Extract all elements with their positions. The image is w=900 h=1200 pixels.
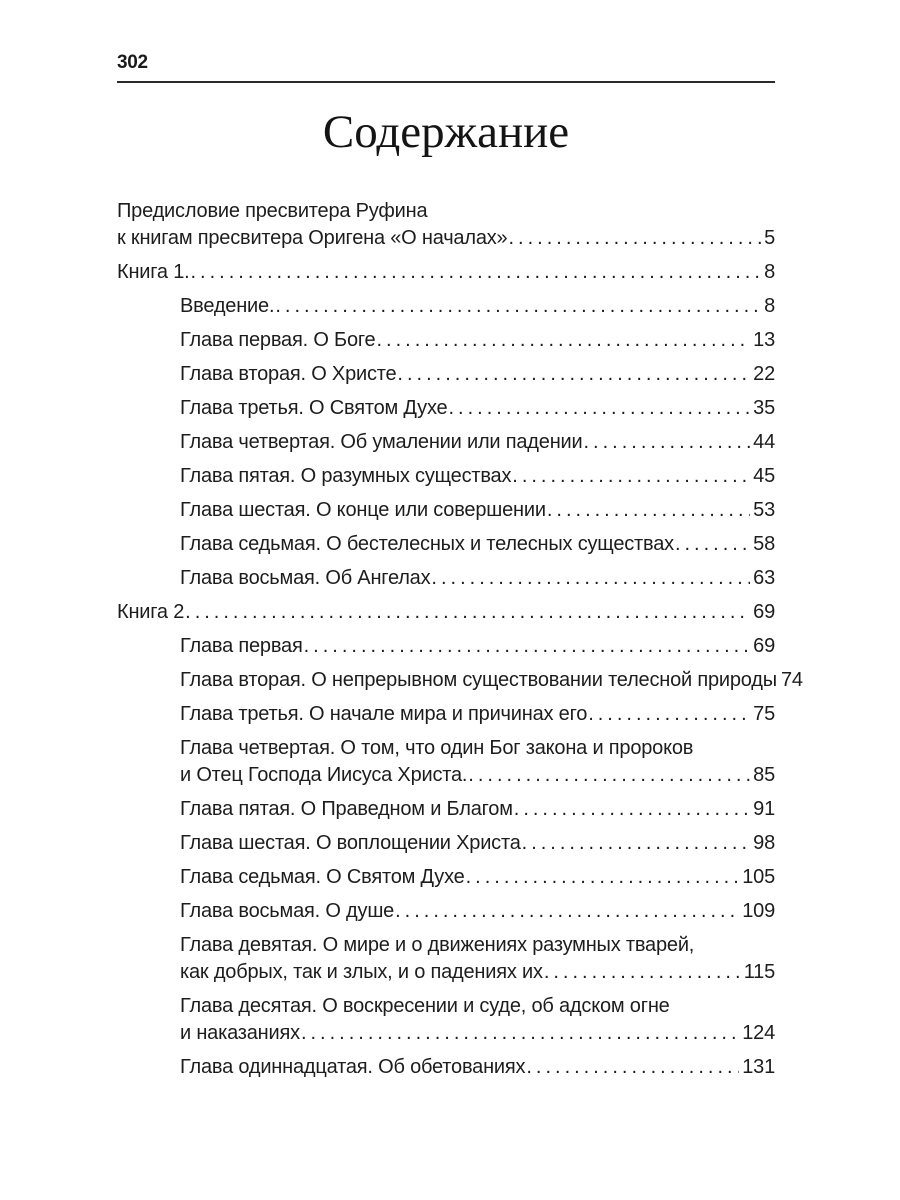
leader-dots [190, 259, 761, 286]
toc-page-number: 124 [742, 1022, 775, 1044]
toc-line [180, 932, 775, 959]
toc-entry-title: Глава шестая. О воплощении Христа [180, 832, 521, 854]
toc-entry [117, 735, 775, 789]
leader-dots [522, 830, 751, 857]
toc-line-with-page [180, 898, 775, 925]
toc-line-with-page [180, 959, 775, 986]
leader-dots [512, 463, 750, 490]
toc-entry [117, 599, 775, 626]
toc-line-with-page [180, 762, 775, 789]
toc-line [180, 993, 775, 1020]
page-number: 302 [117, 52, 148, 73]
toc-entry [117, 395, 775, 422]
page-header [117, 52, 775, 83]
toc-entry-title: Глава четвертая. О том, что один Бог закона и пророков [180, 737, 694, 759]
toc-entry-title: Глава пятая. О разумных существах [180, 465, 512, 487]
toc-page-number: 115 [743, 961, 775, 983]
leader-dots [588, 701, 750, 728]
leader-dots [508, 225, 761, 252]
leader-dots [448, 395, 750, 422]
toc-page-number: 98 [753, 832, 775, 854]
toc-entry-title: Глава вторая. О Христе [180, 363, 397, 385]
toc-entry [117, 293, 775, 320]
page-title: Содержание [322, 106, 570, 158]
leader-dots [395, 898, 739, 925]
toc-page-number: 69 [753, 635, 775, 657]
toc-line-with-page [180, 395, 775, 422]
toc-line-with-page [180, 361, 775, 388]
toc-line-with-page [117, 225, 775, 252]
toc-entry-title: Книга 1. [117, 261, 190, 283]
leader-dots [275, 293, 761, 320]
toc-entry-title: Глава первая [180, 635, 303, 657]
toc-line-with-page [180, 565, 775, 592]
toc-line-with-page [180, 796, 775, 823]
toc-list [117, 198, 803, 1081]
leader-dots [397, 361, 750, 388]
leader-dots [301, 1020, 739, 1047]
toc-entry-title: Глава седьмая. О бестелесных и телесных существах [180, 533, 674, 555]
toc-line-with-page [180, 531, 775, 558]
toc-entry [117, 830, 775, 857]
toc-entry-title: Глава шестая. О конце или совершении [180, 499, 546, 521]
toc-entry [117, 633, 775, 660]
toc-page-number: 75 [753, 703, 775, 725]
toc-entry [117, 198, 775, 252]
toc-page-number: 22 [753, 363, 775, 385]
toc-entry [117, 327, 775, 354]
toc-entry [117, 531, 775, 558]
leader-dots [544, 959, 741, 986]
toc-entry-title: Глава восьмая. Об Ангелах [180, 567, 431, 589]
leader-dots [468, 762, 750, 789]
toc-entry-title: Глава седьмая. О Святом Духе [180, 866, 465, 888]
toc-entry [117, 993, 775, 1047]
toc-page-number: 91 [753, 798, 775, 820]
toc-entry [117, 497, 775, 524]
toc-entry-title: к книгам пресвитера Оригена «О началах» [117, 227, 508, 249]
toc-page-number: 58 [753, 533, 775, 555]
toc-line-with-page [180, 463, 775, 490]
toc-entry [117, 565, 775, 592]
toc-entry-title: Глава третья. О начале мира и причинах его [180, 703, 588, 725]
toc-entry [117, 361, 775, 388]
toc-page-number: 69 [753, 601, 775, 623]
toc-line [180, 735, 775, 762]
leader-dots [547, 497, 750, 524]
toc-entry-title: как добрых, так и злых, и о падениях их [180, 961, 543, 983]
toc-entry [117, 429, 775, 456]
toc-page-number: 131 [742, 1056, 775, 1078]
toc-page-number: 105 [742, 866, 775, 888]
toc-page-number: 5 [764, 227, 775, 249]
toc-line-with-page [180, 1054, 775, 1081]
toc-line-with-page [117, 599, 775, 626]
toc-page-number: 53 [753, 499, 775, 521]
toc-entry [117, 259, 775, 286]
toc-line-with-page [180, 633, 775, 660]
toc-entry [117, 932, 775, 986]
toc-page-number: 74 [780, 669, 803, 691]
leader-dots [675, 531, 750, 558]
toc-entry-title: Глава вторая. О непрерывном существовании телесной природы [180, 669, 777, 691]
toc-entry-title: Введение. [180, 295, 275, 317]
leader-dots [431, 565, 750, 592]
header-rule [117, 81, 775, 83]
toc-entry [117, 1054, 775, 1081]
toc-entry [117, 796, 775, 823]
toc-page-number: 109 [742, 900, 775, 922]
toc-entry [117, 864, 775, 891]
toc-entry-title: Глава первая. О Боге [180, 329, 376, 351]
toc-line-with-page [180, 667, 803, 694]
toc-page-number: 44 [753, 431, 775, 453]
toc-entry-title: Глава восьмая. О душе [180, 900, 395, 922]
toc-page-number: 13 [753, 329, 775, 351]
toc-entry-title: Глава десятая. О воскресении и суде, об адском огне [180, 995, 670, 1017]
toc-entry [117, 667, 803, 694]
toc-entry-title: Предисловие пресвитера Руфина [117, 200, 428, 222]
toc-page-number: 35 [753, 397, 775, 419]
toc-entry-title: Глава третья. О Святом Духе [180, 397, 448, 419]
toc-entry [117, 898, 775, 925]
toc-line-with-page [180, 497, 775, 524]
toc-entry [117, 463, 775, 490]
toc-page-number: 63 [753, 567, 775, 589]
toc-line-with-page [117, 259, 775, 286]
toc-entry-title: Глава четвертая. Об умалении или падении [180, 431, 583, 453]
toc-line-with-page [180, 429, 775, 456]
toc-entry-title: и наказаниях [180, 1022, 300, 1044]
toc-line-with-page [180, 701, 775, 728]
toc-line-with-page [180, 864, 775, 891]
toc-line-with-page [180, 327, 775, 354]
leader-dots [584, 429, 751, 456]
toc-line [117, 198, 775, 225]
leader-dots [185, 599, 750, 626]
toc-line-with-page [180, 830, 775, 857]
toc-entry-title: и Отец Господа Иисуса Христа. [180, 764, 468, 786]
toc-entry [117, 701, 775, 728]
toc-entry-title: Глава пятая. О Праведном и Благом [180, 798, 513, 820]
toc-entry-title: Глава девятая. О мире и о движениях разумных тварей, [180, 934, 695, 956]
toc-line-with-page [180, 1020, 775, 1047]
toc-page-number: 45 [753, 465, 775, 487]
leader-dots [376, 327, 750, 354]
toc-page-number: 8 [764, 295, 775, 317]
toc-line-with-page [180, 293, 775, 320]
leader-dots [304, 633, 751, 660]
toc-entry-title: Глава одиннадцатая. Об обетованиях [180, 1056, 526, 1078]
leader-dots [466, 864, 740, 891]
toc-page-number: 8 [764, 261, 775, 283]
leader-dots [514, 796, 750, 823]
toc-entry-title: Книга 2 [117, 601, 185, 623]
toc-page-number: 85 [753, 764, 775, 786]
leader-dots [526, 1054, 739, 1081]
